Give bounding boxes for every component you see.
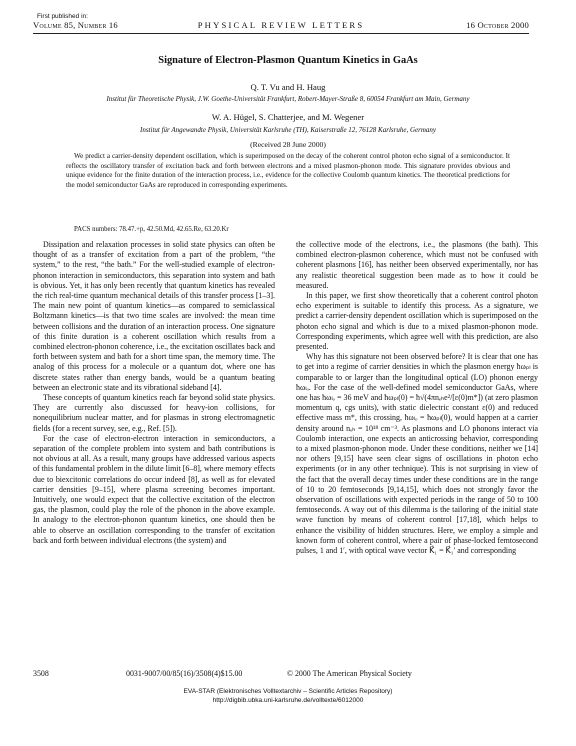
right-column — [296, 240, 538, 556]
repository-note — [0, 687, 576, 705]
pacs-numbers: PACS numbers: 78.47.+p, 42.50.Md, 42.65.Re, 63.20.Kr — [74, 226, 229, 233]
header-rule — [33, 33, 529, 34]
received-date: (Received 28 June 2000) — [250, 140, 326, 149]
authors-group-2: W. A. Hügel, S. Chatterjee, and M. Wegener — [211, 112, 365, 122]
copyright-notice: © 2000 The American Physical Society — [287, 669, 412, 678]
issue-date: 16 October 2000 — [466, 20, 529, 30]
paragraph: These concepts of quantum kinetics reach far beyond solid state physics. They are currently also discussed for heavy-ion collisions, for nonequilibrium nuclear matter, and for plasmas in strong electromagnetic fields (for a recent survey, see, e.g., Ref. [5]). — [33, 393, 275, 433]
page-footer — [33, 669, 529, 680]
paragraph: Why has this signature not been observed before? It is clear that one has to get into a regime of carrier densities in which the plasmon energy ħωₚₗ is comparable to or larger than the longitudinal optical (LO) phonon energy ħωₗₒ. For the case of the well-defined model semiconductor GaAs, where one has ħωₗₒ = 36 meV and ħωₚₗ(0) = ħ√(4πnₑₕe²/[ε(0)m*]) (at zero plasmon momentum q, cgs units), with static dielectric constant ε(0) and reduced effective mass m*, this crossing, ħωₗₒ = ħωₚₗ(0), would happen at a carrier density around nₑₕ = 10¹⁸ cm⁻³. As plasmons and LO phonons interact via Coulomb interaction, one expects an anticrossing behavior, corresponding to a mixed plasmon-phonon mode. Under these conditions, neither we [14] nor others [9,15] have seen clear signs of oscillations in photon echo experiments (or in any other technique). This is not surprising in view of the fact that the overall decay times under these conditions are in the range of 10 to 20 femtoseconds [9,14,15], which does not strongly favor the observation of oscillations with expected periods in the range of 50 to 100 femtoseconds. A way out of this dilemma is the tailoring of the initial state wave function by means of coherent control [17,18], which helps to enhance the visibility of hidden structures. Here, we employ a simple and known form of coherent control, where a pair of phase-locked femtosecond pulses, 1 and 1′, with optical wave vector K⃗₁ = K⃗₁′ and corresponding — [296, 352, 538, 556]
affiliation-2: Institut für Angewandte Physik, Universität Karlsruhe (TH), Kaiserstraße 12, 76128 Karlsruhe, Germany — [140, 126, 436, 134]
article-title: Signature of Electron-Plasmon Quantum Kinetics in GaAs — [158, 55, 418, 66]
paragraph: For the case of electron-electron interaction in semiconductors, a separation of the complete problem into system and bath contributions is not obvious at all. As a result, many groups have addressed various aspects of this fundamental problem in the dilute limit [6–8], where memory effects due to biexcitonic correlations do occur indeed [8], as well as for elevated carrier densities [9–15], where plasma screening becomes important. Intuitively, one would expect that the collective excitation of the electron gas, the plasmon, could play the role of the phonon in the above example. In analogy to the electron-phonon quantum kinetics, one should then be able to observe an oscillation corresponding to the transfer of excitation back and forth between individual electrons (the system) and — [33, 433, 275, 545]
authors-group-1: Q. T. Vu and H. Haug — [250, 82, 326, 92]
article-code: 0031-9007/00/85(16)/3508(4)$15.00 — [126, 669, 243, 678]
journal-name: PHYSICAL REVIEW LETTERS — [197, 20, 365, 30]
abstract: We predict a carrier-density dependent oscillation, which is superimposed on the decay of the coherent control photon echo signal of a semiconductor. It reflects the oscillatory transfer of excitation back and forth between electrons and a mixed plasmon-phonon mode. This signature provides obvious and unique evidence for the finite duration of the interaction process, i.e., evidence for the collective Coulomb quantum kinetics. The theoretical predictions for the model semiconductor GaAs are reproduced in corresponding experiments. — [66, 152, 510, 189]
affiliation-1: Institut für Theoretische Physik, J.W. Goethe-Universität Frankfurt, Robert-Mayer-Straße 8, 60054 Frankfurt am Main, Germany — [106, 95, 470, 103]
page-number: 3508 — [33, 669, 49, 678]
repository-name: EVA-STAR (Elektronisches Volltextarchiv – Scientific Articles Repository) — [183, 688, 393, 695]
volume-number: Volume 85, Number 16 — [33, 20, 118, 30]
first-published-note: First published in: — [37, 13, 88, 20]
left-column — [33, 240, 275, 546]
running-header — [33, 20, 529, 32]
paragraph: the collective mode of the electrons, i.e., the plasmons (the bath). This combined electron-plasmon coherence, which must not be confused with coherent plasmons [16], has neither been observed experimentally, nor has any realistic theoretical suggestion been made as to how it could be measured. — [296, 240, 538, 290]
paragraph: In this paper, we first show theoretically that a coherent control photon echo experiment is suitable to identify this process. As a signature, we predict a carrier-density dependent oscillation which is superimposed on the photon echo signal and which is due to a mixed plasmon-phonon mode. Corresponding experiments, which agree well with this prediction, are also presented. — [296, 291, 538, 352]
paragraph: Dissipation and relaxation processes in solid state physics can often be thought of as a transfer of excitation from a part of the problem, “the system,” to the rest, “the bath.” For the well-studied example of electron-phonon interaction in semiconductors, this separation into system and bath is obvious. Yet, it has only been recently that quantum kinetics has revealed the rich real-time quantum mechanical details of this transfer process [1–3]. The main new point of quantum kinetics—as compared to semiclassical Boltzmann kinetics—is that two time scales are involved: the mean time between collisions and the duration of an interaction process. One signature of this finite duration is a coherent oscillation which results from a combined electron-phonon coherence, i.e., the excitation oscillates back and forth between system and bath for a short time span, the memory time. The analog of this process for a molecule or a quantum dot, where one has discrete states rather than energy bands, would be a quantum beating between an electronic state and its vibrational sideband [4]. — [33, 240, 275, 392]
repository-url[interactable]: http://digbib.ubka.uni-karlsruhe.de/volltexte/6012000 — [212, 697, 364, 704]
